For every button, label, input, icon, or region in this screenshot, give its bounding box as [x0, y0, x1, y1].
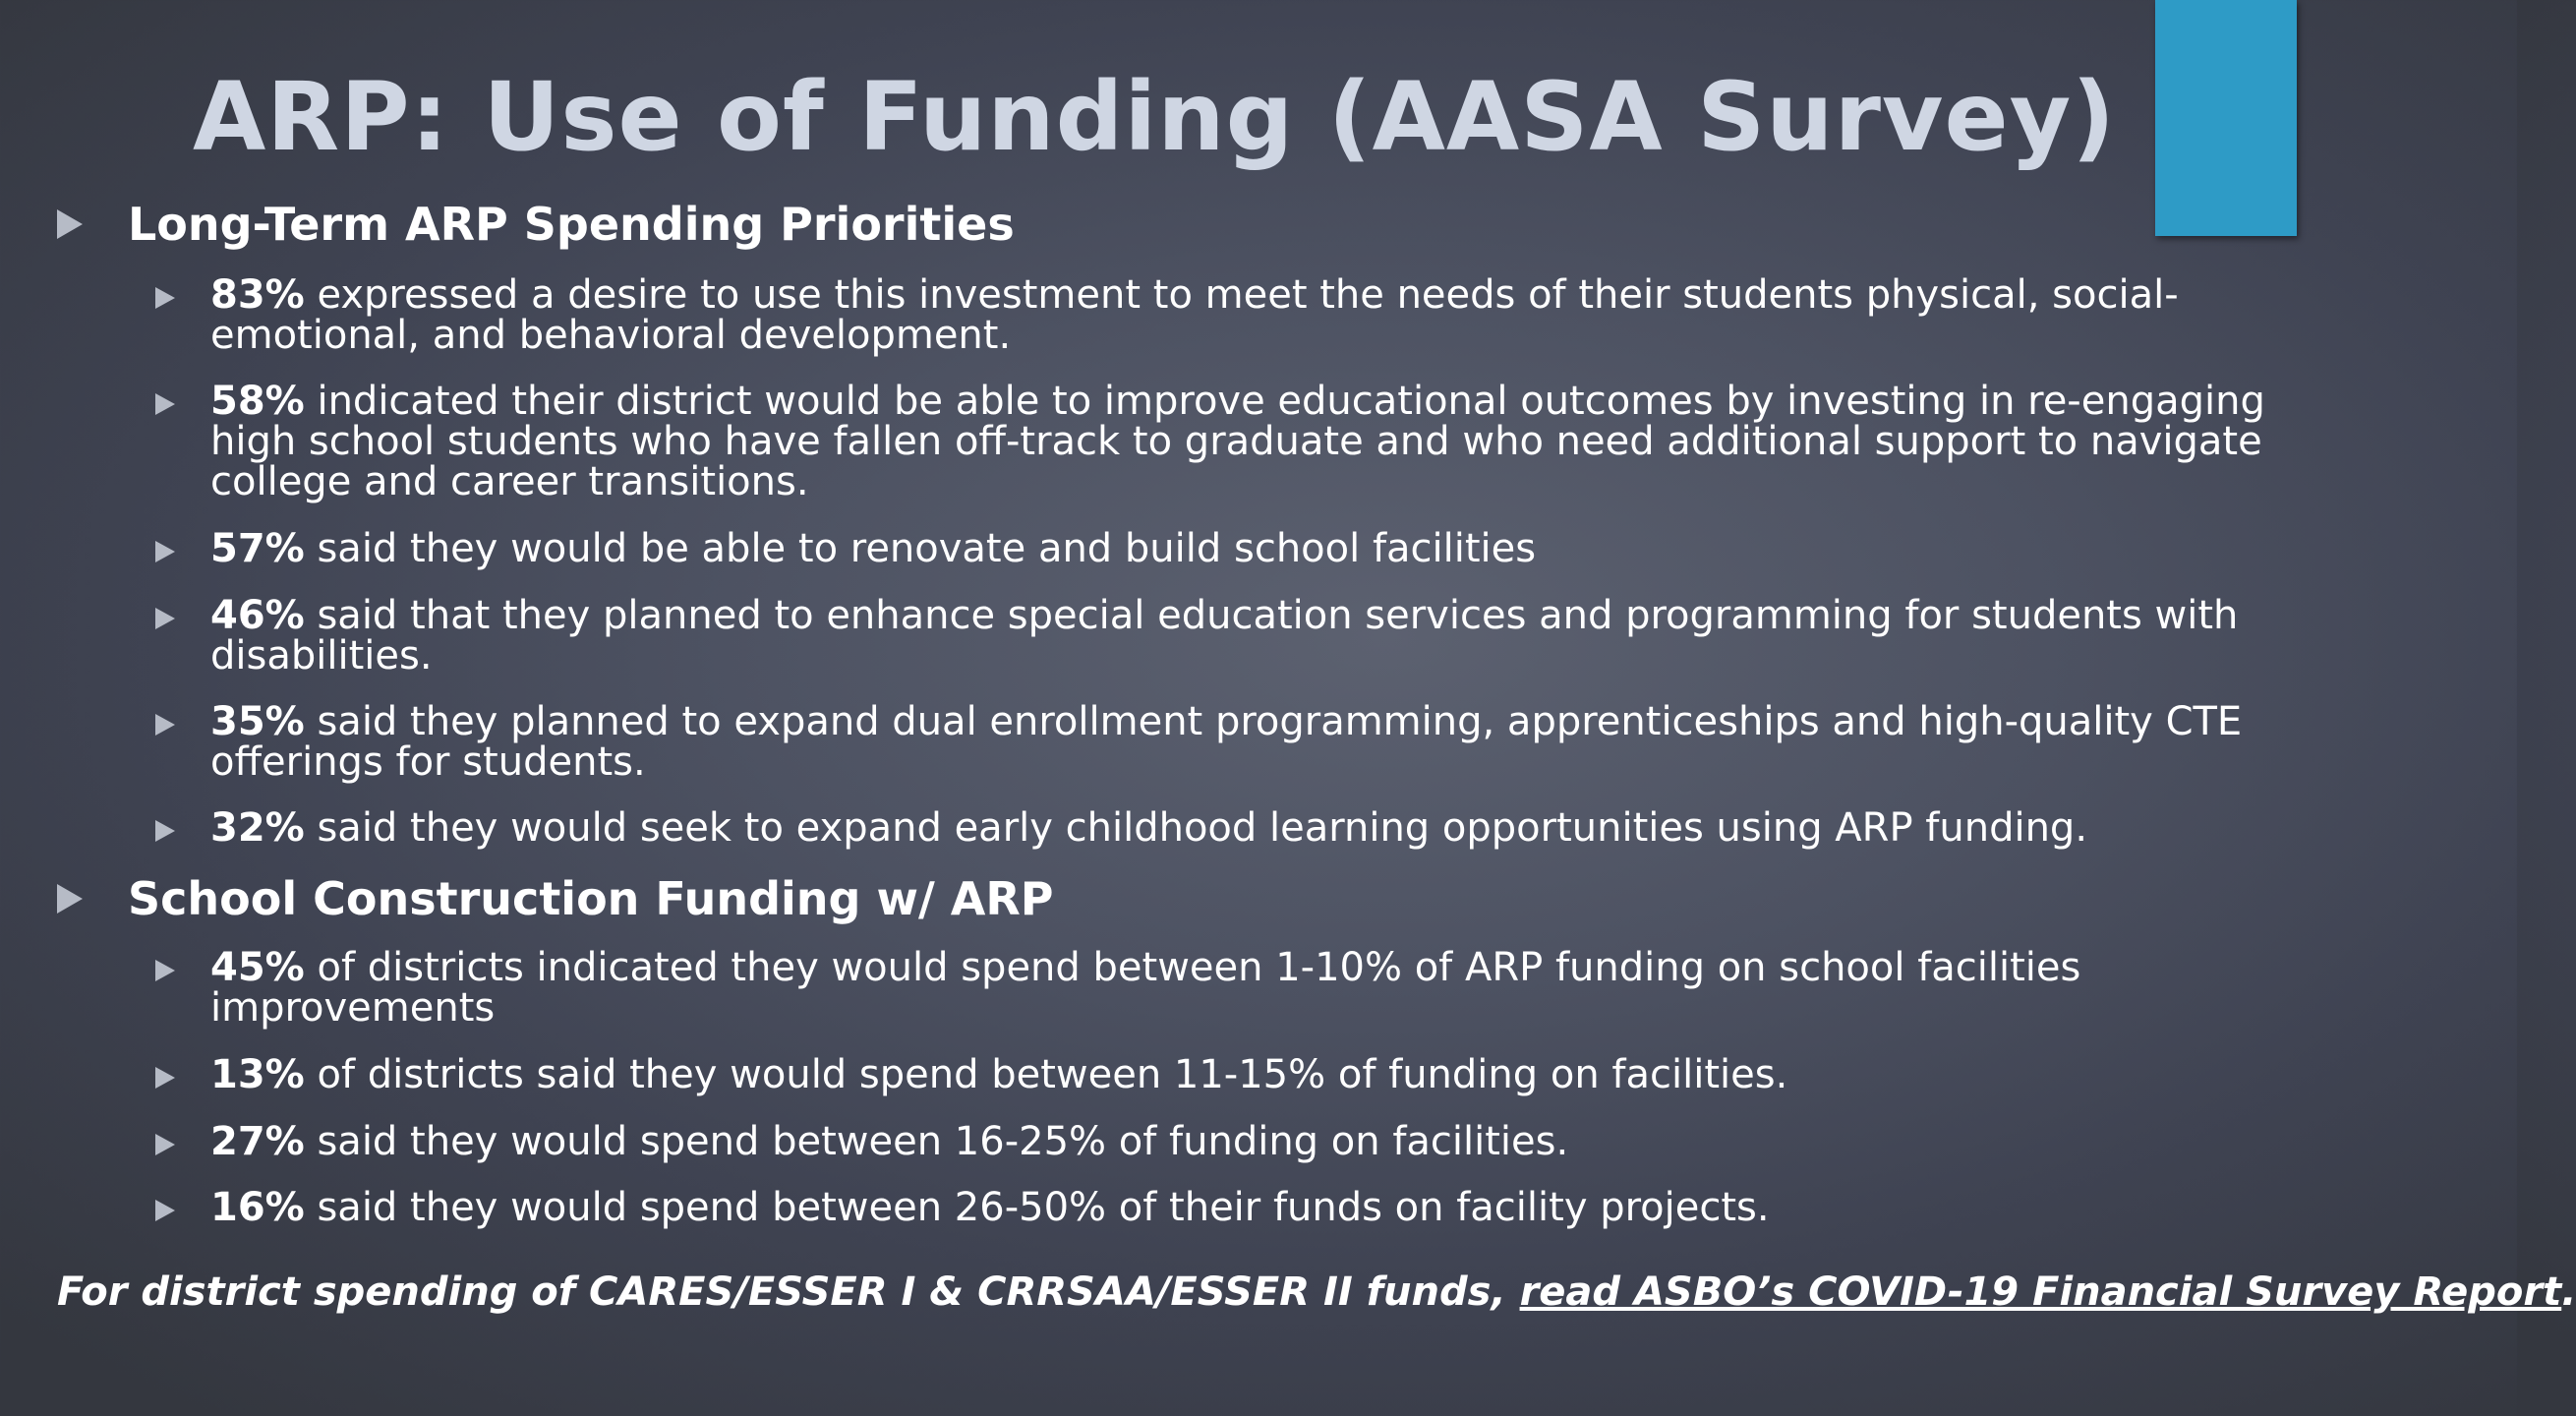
triangle-right-icon: [155, 1067, 175, 1089]
item-text: of districts indicated they would spend between 1-10% of ARP funding on school facilities improvements: [210, 945, 2081, 1031]
footnote: [57, 1267, 2576, 1318]
list-item: [210, 379, 2354, 504]
list-item: [210, 805, 2354, 851]
triangle-right-icon: [155, 1134, 175, 1155]
list-item: [210, 1119, 2354, 1164]
item-text: said they would seek to expand early childhood learning opportunities using ARP funding.: [304, 805, 2088, 851]
slide-title: ARP: Use of Funding (AASA Survey): [193, 62, 2117, 172]
percentage-value: 46%: [210, 593, 305, 638]
triangle-right-icon: [155, 820, 175, 842]
triangle-right-icon: [155, 960, 175, 981]
list-item: [210, 1185, 2354, 1230]
list-item: [210, 526, 2354, 571]
accent-rectangle: [2155, 0, 2297, 236]
percentage-value: 16%: [210, 1185, 305, 1230]
list-item: [210, 593, 2354, 678]
percentage-value: 45%: [210, 945, 305, 990]
survey-report-link[interactable]: read ASBO’s COVID-19 Financial Survey Report: [1519, 1269, 2562, 1315]
footnote-prefix: For district spending of CARES/ESSER I & CRRSAA/ESSER II funds,: [57, 1269, 1520, 1315]
triangle-right-icon: [155, 393, 175, 415]
triangle-right-icon: [155, 714, 175, 736]
triangle-right-icon: [155, 608, 175, 629]
list-item: [210, 945, 2354, 1031]
section-heading-label: Long-Term ARP Spending Priorities: [128, 198, 1015, 251]
triangle-right-icon: [155, 1200, 175, 1221]
item-text: expressed a desire to use this investment to meet the needs of their students physical, social-emotional, and behavioral development.: [210, 272, 2179, 358]
item-text: said they would spend between 16-25% of funding on facilities.: [304, 1119, 1569, 1164]
item-text: of districts said they would spend between 11-15% of funding on facilities.: [304, 1052, 1788, 1097]
percentage-value: 35%: [210, 699, 305, 744]
section-heading-long-term: [57, 197, 1015, 252]
footnote-suffix: .: [2561, 1269, 2576, 1315]
item-text: said they would be able to renovate and build school facilities: [304, 526, 1537, 571]
percentage-value: 58%: [210, 379, 305, 424]
section-heading-construction: [57, 871, 1054, 926]
item-text: said they planned to expand dual enrollment programming, apprenticeships and high-quality CTE offerings for students.: [210, 699, 2243, 785]
percentage-value: 32%: [210, 805, 305, 851]
triangle-right-icon: [155, 287, 175, 309]
triangle-right-icon: [57, 209, 83, 239]
list-item: [210, 699, 2354, 785]
list-item: [210, 1052, 2354, 1097]
section-heading-label: School Construction Funding w/ ARP: [128, 872, 1054, 925]
triangle-right-icon: [155, 541, 175, 562]
triangle-right-icon: [57, 884, 83, 914]
item-text: indicated their district would be able to improve educational outcomes by investing in re-engaging high school students who have fallen off-track to graduate and who need additional support to navigate college and career transitions.: [210, 379, 2265, 504]
percentage-value: 13%: [210, 1052, 305, 1097]
list-item: [210, 272, 2354, 358]
item-text: said that they planned to enhance special education services and programming for students with disabilities.: [210, 593, 2239, 678]
item-text: said they would spend between 26-50% of their funds on facility projects.: [304, 1185, 1770, 1230]
percentage-value: 27%: [210, 1119, 305, 1164]
percentage-value: 83%: [210, 272, 305, 318]
percentage-value: 57%: [210, 526, 305, 571]
